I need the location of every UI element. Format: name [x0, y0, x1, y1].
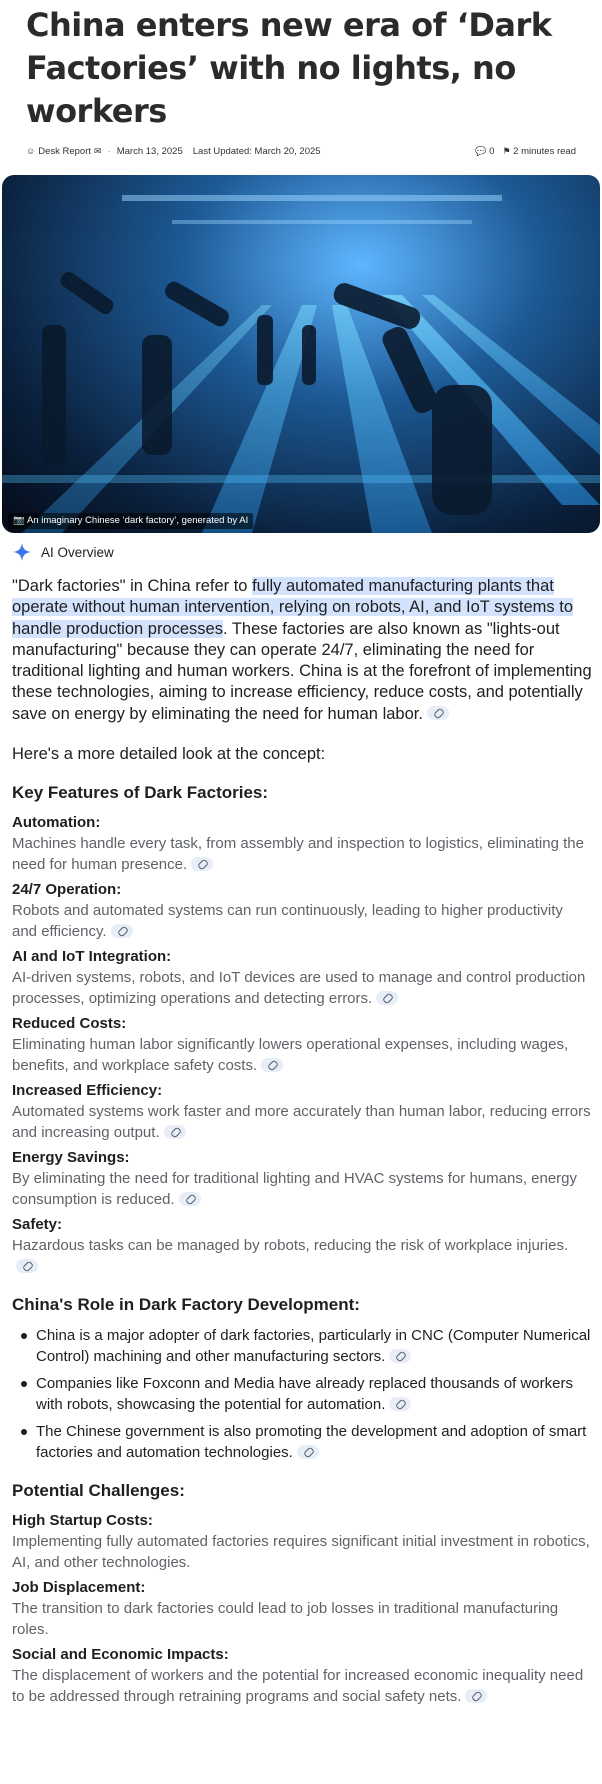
read-time-label: 2 minutes read [513, 145, 576, 157]
link-icon[interactable] [179, 1192, 201, 1206]
factory-illustration [2, 175, 600, 533]
detail-intro: Here's a more detailed look at the concept: [12, 745, 326, 764]
challenges-heading: Potential Challenges: [12, 1481, 185, 1501]
challenge-item [12, 1511, 592, 1573]
publish-date: March 13, 2025 [116, 145, 183, 157]
intro-highlight: fully automated manufacturing plants that operate without human intervention, relying on robots, AI, and IoT systems to handle production processes [12, 577, 574, 638]
feature-desc [12, 1034, 592, 1076]
link-icon[interactable] [297, 1445, 319, 1459]
challenge-desc-text: The displacement of workers and the potential for increased economic inequality need to be addressed through retraining programs and social safety nets. [12, 1667, 584, 1706]
author-link[interactable] [26, 146, 102, 157]
link-icon[interactable] [465, 1689, 487, 1703]
camera-icon: 📷 [13, 515, 25, 526]
challenge-desc: The transition to dark factories could lead to job losses in traditional manufacturing roles. [12, 1600, 559, 1639]
challenge-desc [12, 1665, 592, 1707]
hero-image [2, 175, 600, 533]
feature-item [12, 813, 592, 875]
feature-desc [12, 900, 592, 942]
list-item-text: Companies like Foxconn and Media have already replaced thousands of workers with robots, showcasing the potential for automation. [36, 1375, 573, 1414]
list-item [12, 1421, 592, 1463]
list-item-text: The Chinese government is also promoting the development and adoption of smart factories and automation technologies. [36, 1423, 587, 1462]
feature-title: Energy Savings: [12, 1149, 130, 1167]
read-time [502, 146, 576, 157]
bookmark-icon: ⚑ [502, 145, 511, 156]
image-caption [8, 513, 253, 529]
feature-title: AI and IoT Integration: [12, 948, 172, 966]
challenge-item [12, 1645, 592, 1707]
feature-desc-text: Eliminating human labor significantly lowers operational expenses, including wages, benefits, and workplace safety costs. [12, 1036, 569, 1075]
feature-title: 24/7 Operation: [12, 881, 122, 899]
article-title: China enters new era of ‘Dark Factories’ with no lights, no workers [26, 6, 552, 130]
intro-text-after: . These factories are also known as "lights-out manufacturing" because they can operate 24/7, eliminating the need for traditional lighting and human workers. China is at the forefront of implementing these technologies, aiming to increase efficiency, reduce costs, and potentially save on energy by eliminating the need for human labor. [12, 619, 592, 723]
article-meta [26, 144, 576, 158]
ai-overview-label: AI Overview [41, 544, 114, 560]
feature-title: Safety: [12, 1216, 63, 1234]
user-icon: ☺ [26, 146, 36, 156]
feature-desc-text: Machines handle every task, from assembly and inspection to logistics, eliminating the need for human presence. [12, 835, 584, 874]
comment-count: 0 [489, 145, 495, 157]
feature-item [12, 1081, 592, 1143]
image-caption-text: An imaginary Chinese ‘dark factory’, generated by AI [26, 515, 249, 526]
list-item [12, 1373, 592, 1415]
link-icon[interactable] [111, 924, 133, 938]
mail-icon[interactable]: ✉ [94, 145, 102, 156]
sparkle-icon [12, 542, 32, 562]
feature-title: Automation: [12, 814, 101, 832]
challenge-title: High Startup Costs: [12, 1512, 153, 1530]
role-heading: China's Role in Dark Factory Development: [12, 1295, 360, 1315]
feature-item [12, 880, 592, 942]
list-item [12, 1325, 592, 1367]
feature-desc [12, 833, 592, 875]
feature-item [12, 1148, 592, 1210]
feature-desc-text: Robots and automated systems can run continuously, leading to higher productivity and efficiency. [12, 902, 563, 941]
feature-desc [12, 1235, 592, 1277]
comments-link[interactable] [475, 146, 494, 157]
link-icon[interactable] [164, 1125, 186, 1139]
feature-desc [12, 967, 592, 1009]
feature-item [12, 1014, 592, 1076]
feature-desc-text: AI-driven systems, robots, and IoT devices are used to manage and control production processes, optimizing operations and detecting errors. [12, 969, 586, 1008]
feature-title: Increased Efficiency: [12, 1082, 163, 1100]
feature-desc-text: Hazardous tasks can be managed by robots, reducing the risk of workplace injuries. [12, 1237, 569, 1255]
link-icon[interactable] [389, 1349, 411, 1363]
separator-dot: · [107, 145, 111, 157]
link-icon[interactable] [16, 1259, 38, 1273]
feature-item [12, 1215, 592, 1277]
comment-icon: 💬 [475, 145, 487, 156]
updated-date: Last Updated: March 20, 2025 [192, 145, 321, 157]
feature-desc [12, 1168, 592, 1210]
link-icon[interactable] [389, 1397, 411, 1411]
link-icon[interactable] [376, 991, 398, 1005]
intro-text-before: "Dark factories" in China refer to [12, 577, 253, 595]
overview-intro [12, 576, 592, 725]
challenge-title: Job Displacement: [12, 1579, 146, 1597]
feature-desc [12, 1101, 592, 1143]
features-heading: Key Features of Dark Factories: [12, 783, 269, 803]
challenge-title: Social and Economic Impacts: [12, 1646, 229, 1664]
list-item-text: China is a major adopter of dark factories, particularly in CNC (Computer Numerical Control) machining and other manufacturing sectors. [36, 1327, 591, 1366]
ai-overview-header [12, 541, 114, 563]
author-name: Desk Report [38, 145, 92, 157]
challenge-desc: Implementing fully automated factories requires significant initial investment in robotics, AI, and other technologies. [12, 1533, 590, 1572]
link-icon[interactable] [191, 857, 213, 871]
link-icon[interactable] [261, 1058, 283, 1072]
role-list [12, 1325, 592, 1463]
feature-desc-text: Automated systems work faster and more accurately than human labor, reducing errors and increasing output. [12, 1103, 591, 1142]
feature-title: Reduced Costs: [12, 1015, 127, 1033]
feature-desc-text: By eliminating the need for traditional lighting and HVAC systems for humans, energy consumption is reduced. [12, 1170, 578, 1209]
challenge-item [12, 1578, 592, 1640]
feature-item [12, 947, 592, 1009]
ai-overview-content [12, 576, 592, 1707]
link-icon[interactable] [427, 706, 449, 720]
